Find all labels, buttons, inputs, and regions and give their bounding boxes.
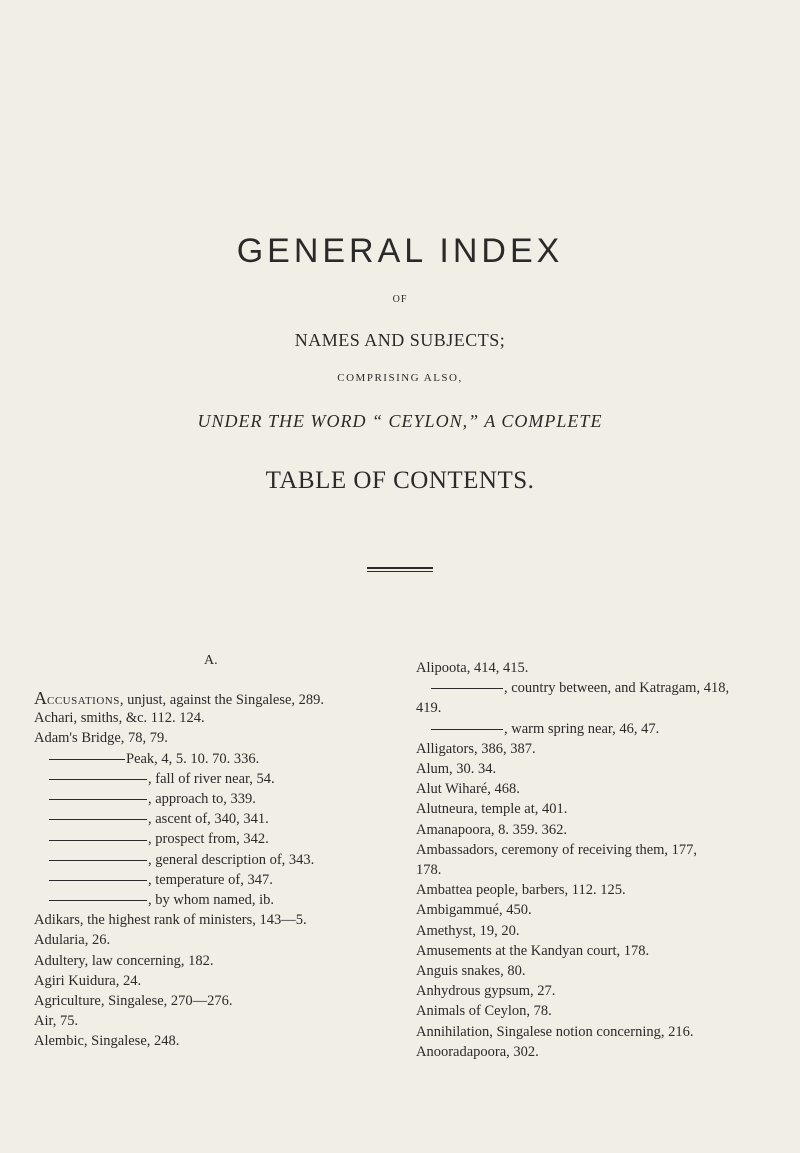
entry-text: Adultery, law concerning, 182. [34, 952, 214, 969]
entry-text: Ambassadors, ceremony of receiving them, 177, [416, 841, 698, 858]
ditto-dash [49, 840, 147, 841]
entry-text: Ambattea people, barbers, 112. 125. [416, 882, 626, 899]
index-entry [416, 799, 567, 819]
entry-text: , unjust, against the Singalese, 289. [119, 692, 325, 708]
index-entry [49, 870, 273, 890]
ditto-dash [49, 860, 147, 861]
index-title: GENERAL INDEX [236, 232, 564, 270]
index-entry [431, 719, 659, 739]
index-entry [416, 820, 567, 840]
entry-smallcaps: CCUSATIONS [47, 695, 120, 707]
index-entry [416, 779, 520, 799]
ditto-dash [49, 819, 147, 820]
entry-text: Anguis snakes, 80. [416, 963, 526, 979]
entry-text: , country between, and Katragam, 418, [504, 680, 730, 697]
entry-text: Achari, smiths, &c. 112. 124. [34, 710, 205, 727]
index-entry [49, 850, 314, 870]
index-entry [416, 739, 536, 759]
entry-text: , general description of, 343. [148, 851, 315, 868]
entry-text: Amethyst, 19, 20. [416, 922, 520, 939]
entry-text: Anhydrous gypsum, 27. [416, 983, 556, 1000]
entry-initial: A [34, 688, 47, 708]
index-entry [416, 1022, 693, 1042]
index-entry [416, 961, 526, 981]
entry-text: Adam's Bridge, 78, 79. [34, 730, 168, 747]
entry-text: Amusements at the Kandyan court, 178. [416, 942, 650, 959]
index-entry [416, 921, 520, 941]
entry-text: Alut Wiharé, 468. [416, 781, 520, 798]
comprising-label: COMPRISING ALSO, [337, 372, 463, 384]
index-entry [416, 1042, 539, 1062]
ceylon-line: UNDER THE WORD “ CEYLON,” A COMPLETE [197, 411, 603, 431]
entry-text: 419. [416, 700, 442, 717]
index-entry [416, 981, 555, 1001]
section-letter: A. [204, 653, 218, 668]
entry-text: , approach to, 339. [148, 791, 256, 807]
entry-text: Animals of Ceylon, 78. [416, 1003, 552, 1020]
entry-text: Annihilation, Singalese notion concerning, 216. [416, 1023, 694, 1040]
entry-text: , ascent of, 340, 341. [148, 811, 269, 828]
index-entry [416, 880, 626, 900]
index-entry [416, 840, 697, 860]
ditto-dash [431, 729, 503, 730]
title-rule [367, 567, 433, 569]
index-entry [34, 971, 141, 991]
ditto-dash [49, 799, 147, 800]
entry-text: Air, 75. [34, 1013, 79, 1030]
ditto-dash [49, 779, 147, 780]
index-entry [34, 708, 205, 728]
index-entry [49, 749, 259, 769]
of-label: OF [392, 294, 408, 305]
index-entry [34, 951, 213, 971]
index-entry [34, 1011, 78, 1031]
entry-text: , prospect from, 342. [148, 831, 269, 848]
ditto-dash [49, 880, 147, 881]
entry-text: Anooradapoora, 302. [416, 1043, 539, 1060]
entry-text: Alembic, Singalese, 248. [34, 1033, 180, 1050]
toc-title: TABLE OF CONTENTS. [265, 467, 535, 494]
ditto-dash [49, 900, 147, 901]
entry-text: Ambigammué, 450. [416, 902, 532, 919]
index-entry [34, 910, 307, 930]
index-entry [416, 900, 532, 920]
index-entry [416, 1001, 552, 1021]
index-entry [34, 728, 168, 748]
entry-text: , temperature of, 347. [148, 871, 273, 888]
entry-text: , warm spring near, 46, 47. [504, 720, 660, 737]
entry-text: Agiri Kuidura, 24. [34, 972, 142, 989]
entry-text: Alipoota, 414, 415. [416, 660, 529, 676]
entry-text: , fall of river near, 54. [148, 770, 275, 787]
index-entry [34, 991, 233, 1011]
index-entry [416, 759, 496, 779]
index-entry [49, 809, 269, 829]
entry-text: Alligators, 386, 387. [416, 740, 536, 757]
index-entry [416, 658, 528, 678]
index-entry [416, 941, 649, 961]
index-entry [34, 1031, 179, 1051]
entry-text: 178. [416, 862, 442, 878]
index-entry [49, 890, 274, 910]
entry-text: Agriculture, Singalese, 270—276. [34, 993, 233, 1009]
entry-text: Amanapoora, 8. 359. 362. [416, 821, 568, 838]
entry-text: Peak, 4, 5. 10. 70. 336. [126, 750, 260, 767]
index-entry [49, 789, 256, 809]
index-entry [34, 930, 110, 950]
index-subtitle: NAMES AND SUBJECTS; [294, 330, 506, 350]
index-entry [431, 678, 729, 698]
ditto-dash [431, 688, 503, 689]
entry-text: Adularia, 26. [34, 932, 111, 949]
ditto-dash [49, 759, 125, 760]
entry-text: Adikars, the highest rank of ministers, 143—5. [34, 912, 307, 929]
entry-text: , by whom named, ib. [148, 892, 275, 908]
entry-text: Alum, 30. 34. [416, 761, 497, 777]
index-entry [49, 769, 275, 789]
index-entry [416, 698, 441, 718]
index-entry [49, 829, 269, 849]
entry-text: Alutneura, temple at, 401. [416, 801, 568, 818]
title-rule-thin [367, 571, 433, 572]
index-entry [416, 860, 441, 880]
